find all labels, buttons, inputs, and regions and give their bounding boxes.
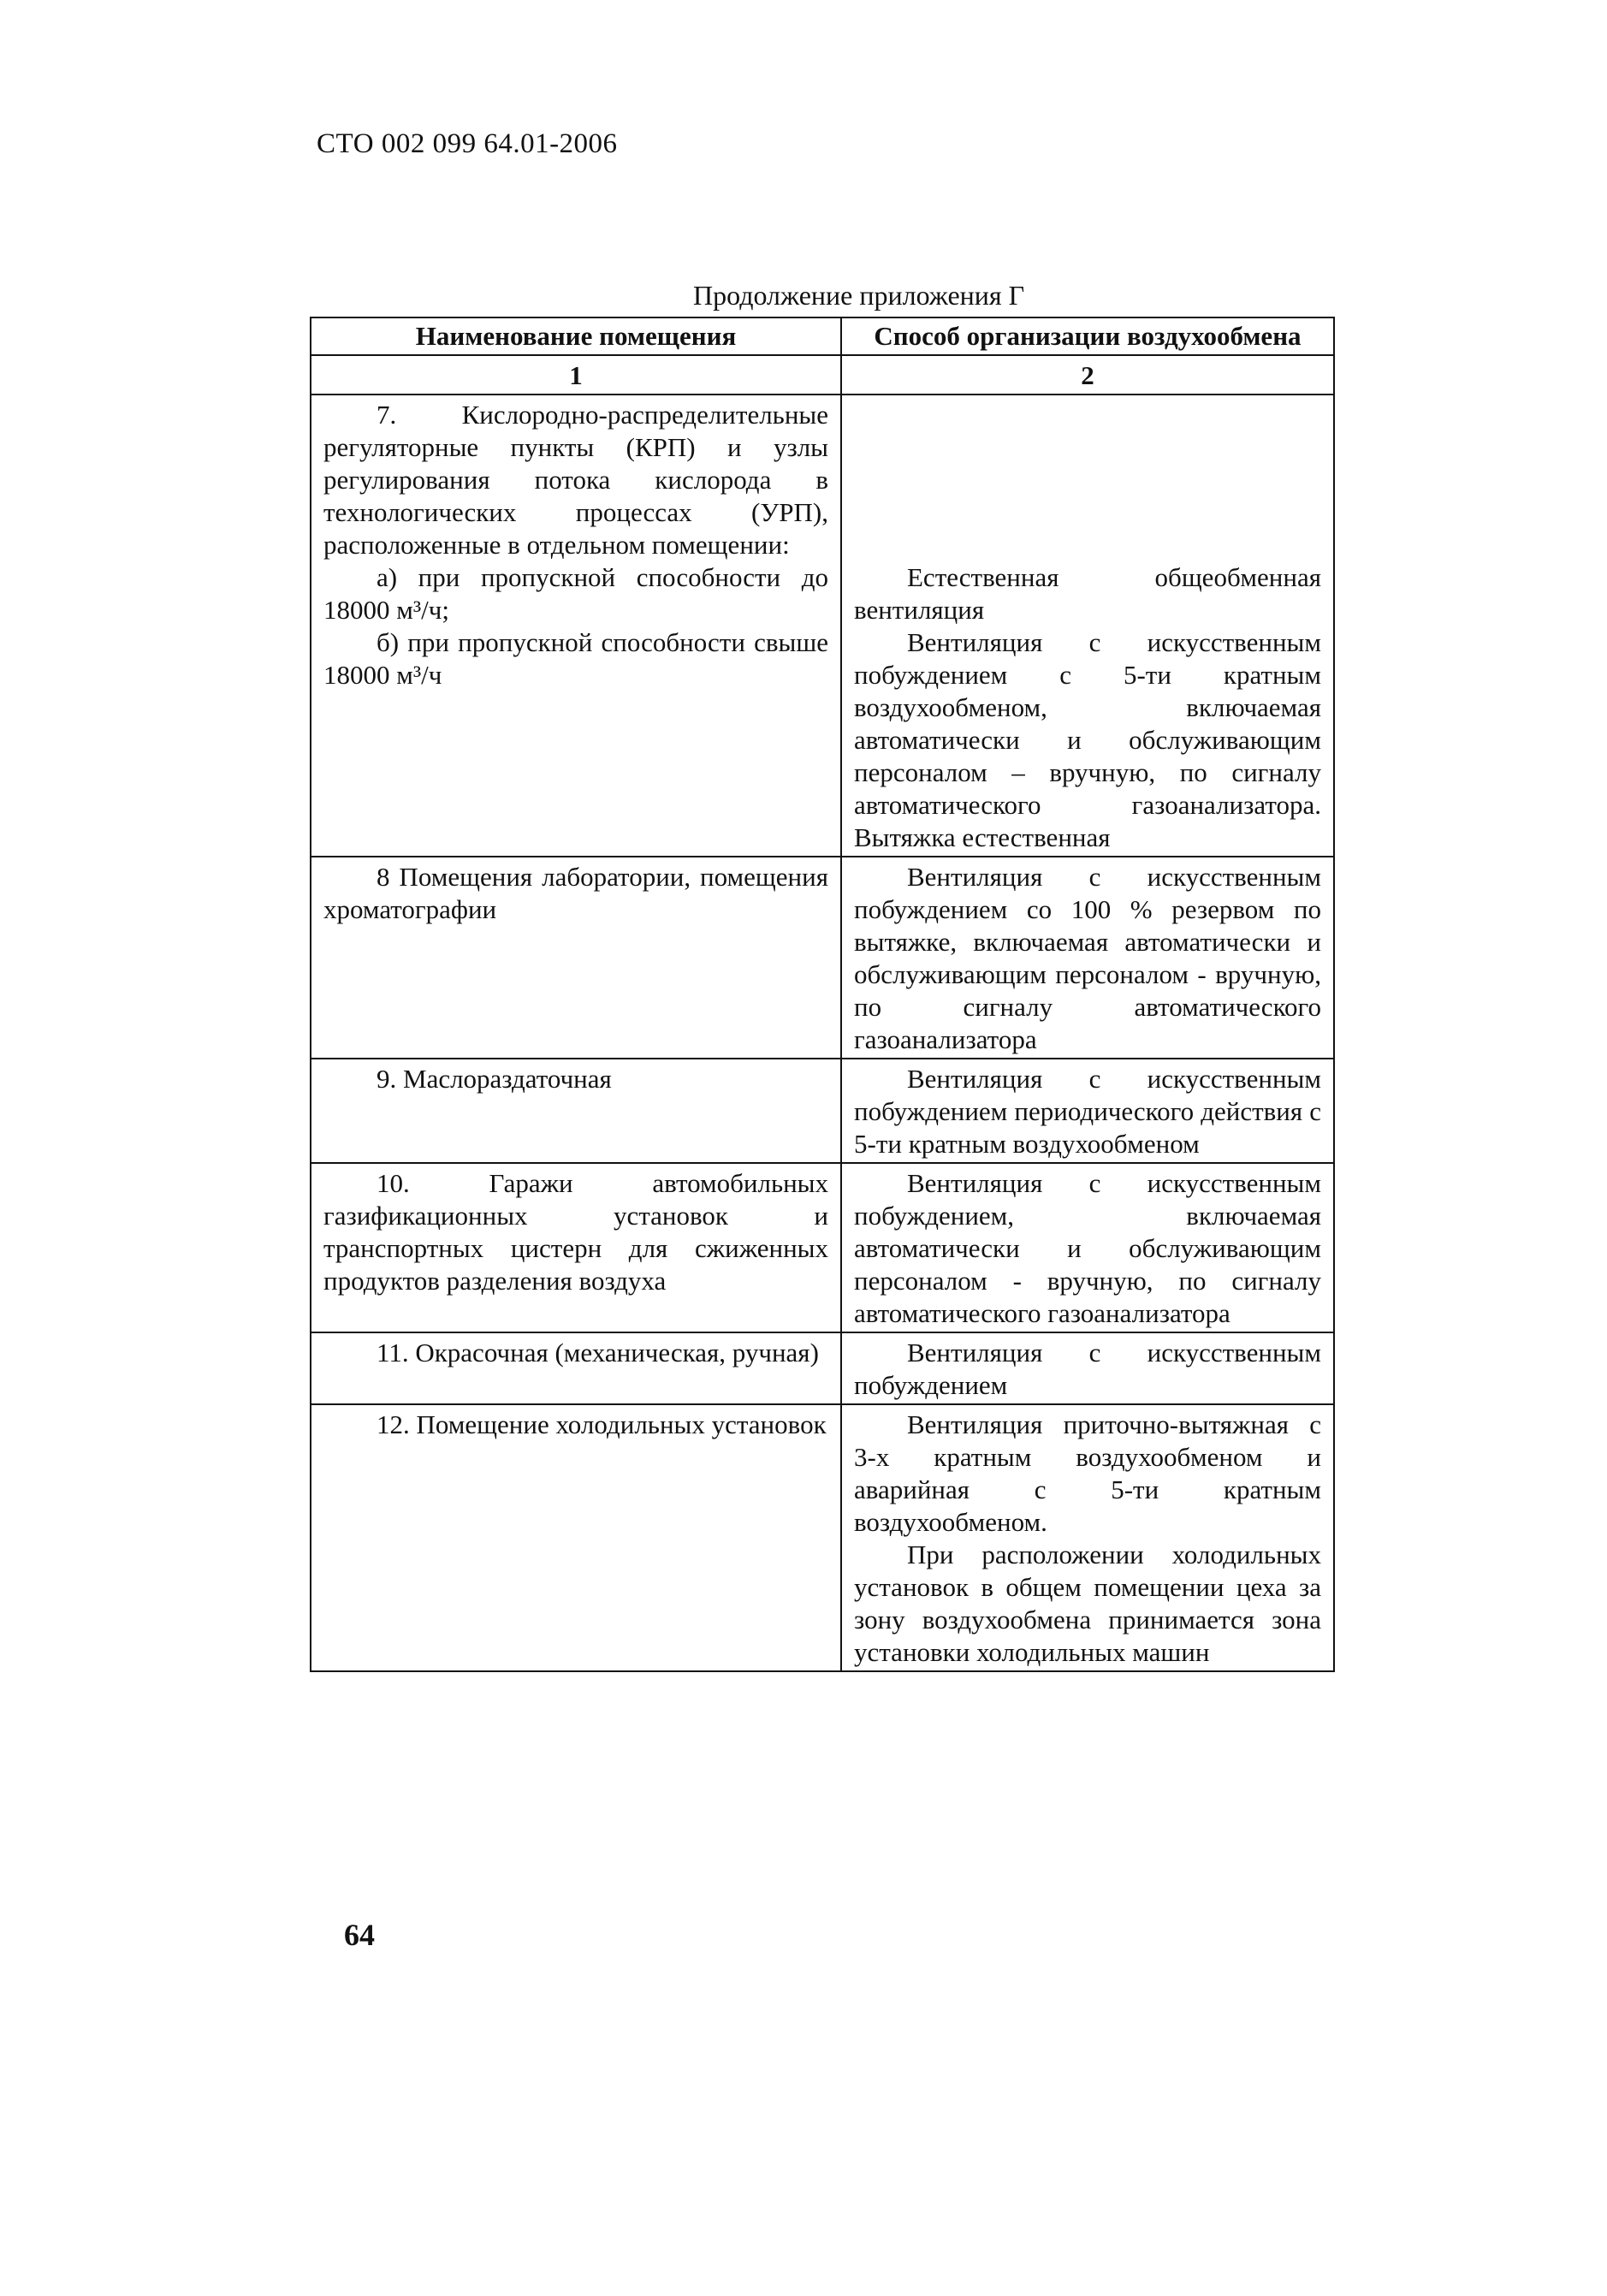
column-number-row: [311, 355, 1334, 395]
room-name-cell: [311, 395, 841, 857]
method-cell: [841, 857, 1334, 1059]
table-row: [311, 395, 1334, 857]
method-text: Вентиляция с искусственным побуждением, включаемая автоматически и обслуживающим персоналом - вручную, по сигналу автоматического газоанализатора: [854, 1168, 1321, 1328]
room-name-cell: [311, 1163, 841, 1332]
room-name-cell: [311, 857, 841, 1059]
column-number-2: 2: [841, 355, 1334, 395]
room-name-text: 11. Окрасочная (механическая, ручная): [377, 1338, 819, 1368]
method-cell: [841, 1332, 1334, 1404]
room-name-cell: [311, 1404, 841, 1671]
table-row: [311, 1059, 1334, 1163]
method-text-b: Вентиляция с искусственным побуждением с 5-ти кратным воздухообменом, включаемая автоматически и обслуживающим персоналом – вручную, по сигналу автоматического газоанализатора. Вытяжка естественная: [854, 627, 1321, 852]
table-header-row: [311, 317, 1334, 355]
header-air-exchange-method: Способ организации воздухообмена: [841, 317, 1334, 355]
method-cell: [841, 1404, 1334, 1671]
method-cell-spacer: [854, 399, 1321, 561]
room-name-subitem-a: а) при пропускной способности до 18000 м³/ч;: [323, 562, 828, 625]
method-text-b: При расположении холодильных установок в общем помещении цеха за зону воздухообмена принимается зона установки холодильных машин: [854, 1540, 1321, 1667]
method-text: Вентиляция с искусственным побуждением периодического действия с 5-ти кратным воздухообменом: [854, 1064, 1321, 1159]
room-name-text: 12. Помещение холодильных установок: [377, 1409, 827, 1439]
ventilation-table: [310, 317, 1335, 1672]
room-name-text: 9. Маслораздаточная: [377, 1064, 612, 1094]
method-text: Вентиляция с искусственным побуждением со 100 % резервом по вытяжке, включаемая автоматически и обслуживающим персоналом - вручную, по сигналу автоматического газоанализатора: [854, 862, 1321, 1054]
table-row: [311, 857, 1334, 1059]
method-cell: [841, 395, 1334, 857]
method-text: Вентиляция с искусственным побуждением: [854, 1338, 1321, 1400]
header-room-name: Наименование помещения: [311, 317, 841, 355]
page-number: 64: [344, 1918, 375, 1952]
room-name-cell: [311, 1059, 841, 1163]
method-cell: [841, 1163, 1334, 1332]
document-code: СТО 002 099 64.01-2006: [317, 128, 618, 159]
column-number-1: 1: [311, 355, 841, 395]
room-name-text: 10. Гаражи автомобильных газификационных установок и транспортных цистерн для сжиженных продуктов разделения воздуха: [323, 1168, 828, 1296]
room-name-text: 7. Кислородно-распределительные регуляторные пункты (КРП) и узлы регулирования потока кислорода в технологических процессах (УРП), расположенные в отдельном помещении:: [323, 400, 828, 560]
method-text-a: Естественная общеобменная вентиляция: [854, 562, 1321, 625]
table-caption: Продолжение приложения Г: [693, 280, 1025, 311]
table-row: [311, 1163, 1334, 1332]
table-row: [311, 1404, 1334, 1671]
room-name-text: 8 Помещения лаборатории, помещения хроматографии: [323, 862, 828, 924]
method-text-a: Вентиляция приточно-вытяжная с 3-х кратным воздухообменом и аварийная с 5-ти кратным воздухообменом.: [854, 1409, 1321, 1537]
room-name-cell: [311, 1332, 841, 1404]
room-name-subitem-b: б) при пропускной способности свыше 18000 м³/ч: [323, 627, 828, 690]
table-row: [311, 1332, 1334, 1404]
method-cell: [841, 1059, 1334, 1163]
